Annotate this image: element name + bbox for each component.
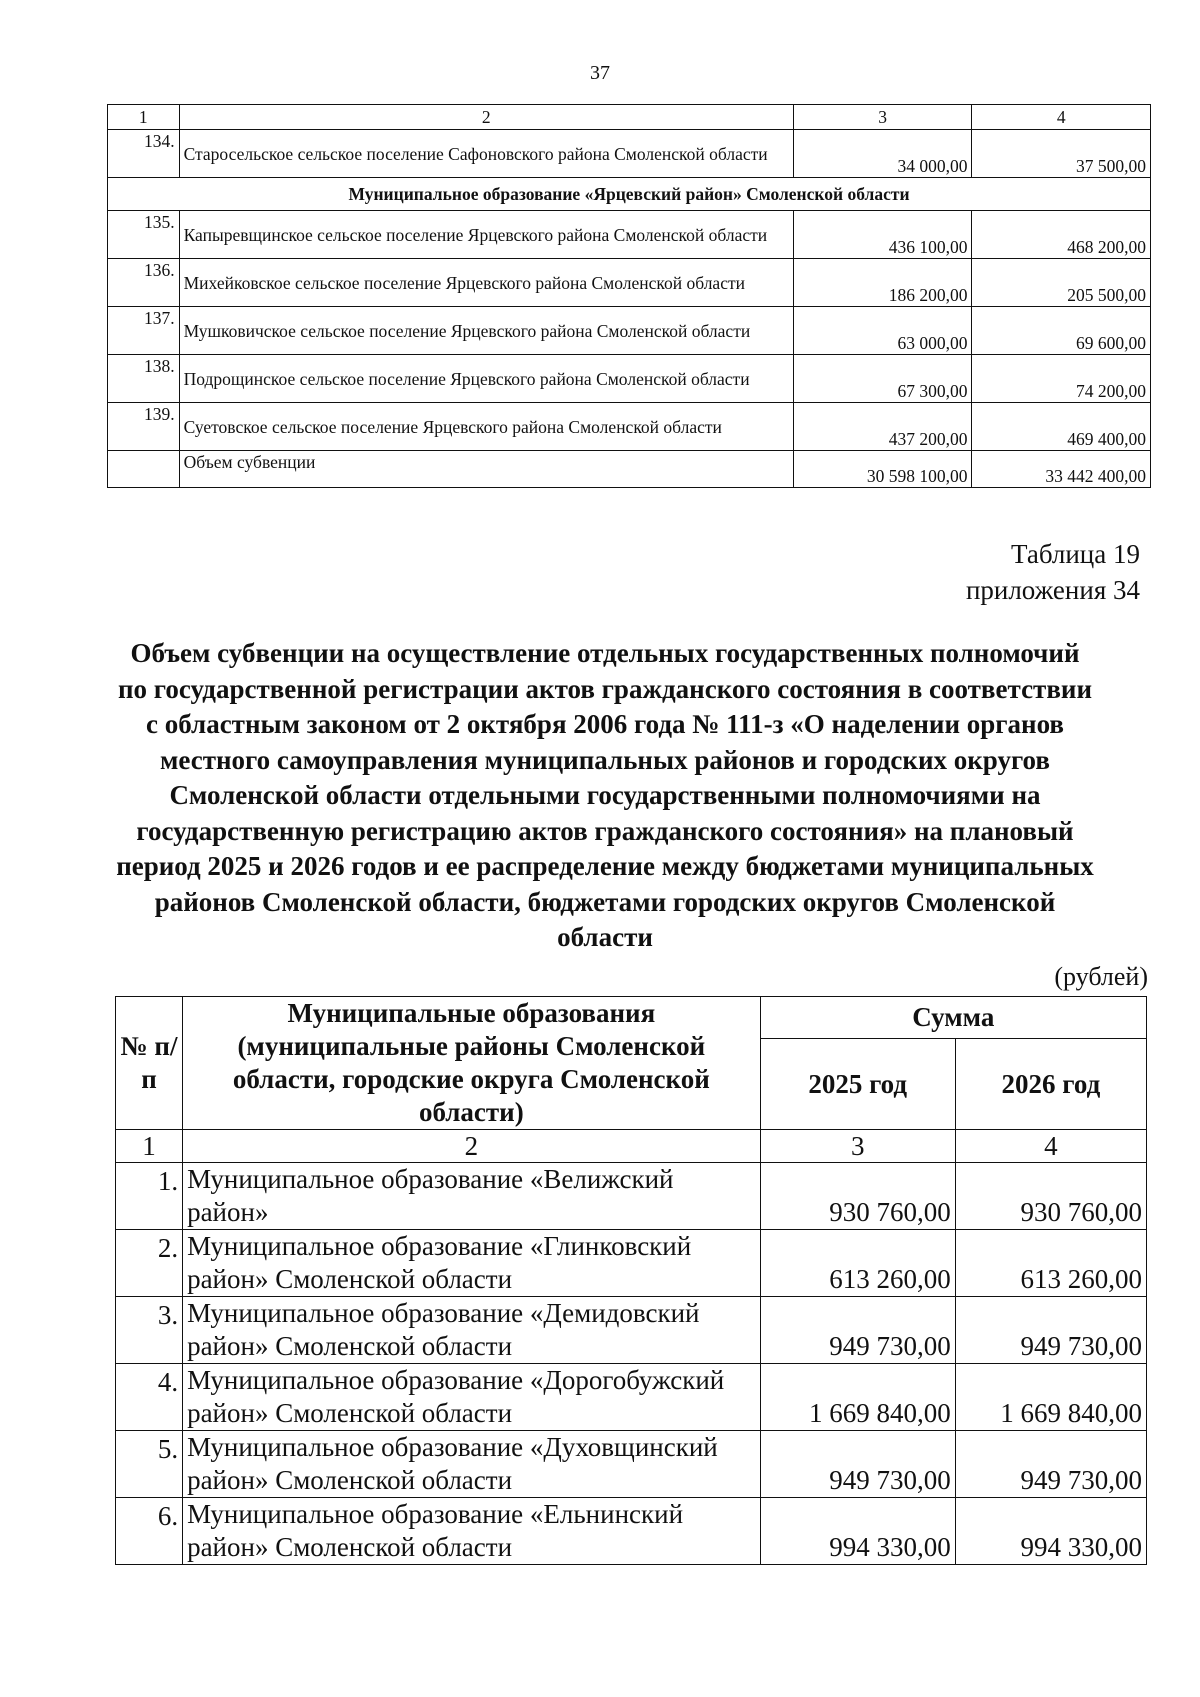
total-2025: 30 598 100,00 [793, 451, 972, 488]
column-number: 1 [108, 105, 180, 130]
amount-2025: 613 260,00 [760, 1230, 955, 1297]
document-title [100, 636, 1110, 956]
amount-2025: 67 300,00 [793, 355, 972, 403]
total-label: Объем субвенции [179, 451, 793, 488]
table-row [116, 1431, 1147, 1498]
title-line: государственную регистрацию актов гражданского состояния» на плановый [136, 815, 1074, 846]
municipality-name: Муниципальное образование «Глинковский район» Смоленской области [183, 1230, 761, 1297]
amount-2025: 34 000,00 [793, 130, 972, 178]
column-number: 3 [760, 1130, 955, 1163]
row-number: 139. [108, 403, 180, 451]
row-number-empty [108, 451, 180, 488]
municipality-name: Капыревщинское сельское поселение Ярцевского района Смоленской области [179, 211, 793, 259]
amount-2026: 468 200,00 [972, 211, 1151, 259]
amount-2026: 74 200,00 [972, 355, 1151, 403]
total-2026: 33 442 400,00 [972, 451, 1151, 488]
amount-2026: 994 330,00 [955, 1498, 1146, 1565]
table-row [116, 1163, 1147, 1230]
section-header: Муниципальное образование «Ярцевский район» Смоленской области [108, 178, 1151, 211]
title-line: период 2025 и 2026 годов и ее распределение между бюджетами муниципальных [116, 851, 1094, 881]
title-line: Объем субвенции на осуществление отдельных государственных полномочий [130, 638, 1080, 668]
row-number: 3. [116, 1297, 183, 1364]
column-number: 2 [179, 105, 793, 130]
section-header-row [108, 178, 1151, 211]
title-line: по государственной регистрации актов гражданского состояния в соответствии [117, 673, 1093, 704]
row-number: 135. [108, 211, 180, 259]
municipality-name: Мушковичское сельское поселение Ярцевского района Смоленской области [179, 307, 793, 355]
row-number: 4. [116, 1364, 183, 1431]
row-number: 136. [108, 259, 180, 307]
table-label-line: Таблица 19 [1011, 539, 1140, 569]
amount-2025: 949 730,00 [760, 1297, 955, 1364]
amount-2025: 436 100,00 [793, 211, 972, 259]
column-number: 3 [793, 105, 972, 130]
table-row [116, 1230, 1147, 1297]
amount-2026: 949 730,00 [955, 1297, 1146, 1364]
row-number: 1. [116, 1163, 183, 1230]
municipality-name: Суетовское сельское поселение Ярцевского района Смоленской области [179, 403, 793, 451]
row-number: 2. [116, 1230, 183, 1297]
column-number-row [116, 1130, 1147, 1163]
row-number: 134. [108, 130, 180, 178]
header-year-2025: 2025 год [760, 1039, 955, 1130]
header-year-2026: 2026 год [955, 1039, 1146, 1130]
amount-2025: 949 730,00 [760, 1431, 955, 1498]
title-line: области [557, 922, 653, 952]
amount-2026: 469 400,00 [972, 403, 1151, 451]
municipality-name: Муниципальное образование «Демидовский район» Смоленской области [183, 1297, 761, 1364]
unit-label: (рублей) [1054, 962, 1148, 991]
column-number: 4 [972, 105, 1151, 130]
amount-2025: 63 000,00 [793, 307, 972, 355]
amount-2025: 994 330,00 [760, 1498, 955, 1565]
table-row [108, 307, 1151, 355]
amount-2026: 37 500,00 [972, 130, 1151, 178]
amount-2026: 613 260,00 [955, 1230, 1146, 1297]
header-sum: Сумма [760, 997, 1146, 1039]
page-number: 37 [590, 62, 610, 84]
table-row [108, 403, 1151, 451]
row-number: 6. [116, 1498, 183, 1565]
column-number: 1 [116, 1130, 183, 1163]
row-number: 5. [116, 1431, 183, 1498]
municipality-name: Старосельское сельское поселение Сафоновского района Смоленской области [179, 130, 793, 178]
table-row [116, 1498, 1147, 1565]
municipality-name: Подрощинское сельское поселение Ярцевского района Смоленской области [179, 355, 793, 403]
municipality-name: Михейковское сельское поселение Ярцевского района Смоленской области [179, 259, 793, 307]
amount-2026: 949 730,00 [955, 1431, 1146, 1498]
header-row [116, 997, 1147, 1039]
continuation-table [107, 104, 1151, 488]
row-number: 138. [108, 355, 180, 403]
title-line: с областным законом от 2 октября 2006 года № 111-з «О наделении органов [145, 709, 1065, 739]
table-label [966, 536, 1140, 608]
amount-2026: 1 669 840,00 [955, 1364, 1146, 1431]
column-number: 4 [955, 1130, 1146, 1163]
municipality-name: Муниципальное образование «Ельнинский район» Смоленской области [183, 1498, 761, 1565]
column-number-row [108, 105, 1151, 130]
municipality-name: Муниципальное образование «Дорогобужский район» Смоленской области [183, 1364, 761, 1431]
amount-2026: 205 500,00 [972, 259, 1151, 307]
municipality-name: Муниципальное образование «Велижский район» [183, 1163, 761, 1230]
table-row [116, 1364, 1147, 1431]
table-row [116, 1297, 1147, 1364]
municipality-name: Муниципальное образование «Духовщинский район» Смоленской области [183, 1431, 761, 1498]
amount-2026: 930 760,00 [955, 1163, 1146, 1230]
table-row [108, 130, 1151, 178]
table-row [108, 355, 1151, 403]
table-row [108, 259, 1151, 307]
subvention-table [115, 996, 1147, 1565]
title-line: Смоленской области отдельными государственными полномочиями на [169, 780, 1041, 810]
column-number: 2 [183, 1130, 761, 1163]
amount-2025: 930 760,00 [760, 1163, 955, 1230]
header-number: № п/п [116, 997, 183, 1130]
amount-2025: 186 200,00 [793, 259, 972, 307]
amount-2025: 1 669 840,00 [760, 1364, 955, 1431]
row-number: 137. [108, 307, 180, 355]
title-line: местного самоуправления муниципальных районов и городских округов [160, 744, 1050, 775]
header-municipality: Муниципальные образования (муниципальные районы Смоленской области, городские округа Смоленской области) [183, 997, 761, 1130]
amount-2026: 69 600,00 [972, 307, 1151, 355]
amount-2025: 437 200,00 [793, 403, 972, 451]
total-row [108, 451, 1151, 488]
table-row [108, 211, 1151, 259]
title-line: районов Смоленской области, бюджетами городских округов Смоленской [154, 886, 1056, 917]
table-label-line: приложения 34 [965, 575, 1140, 605]
